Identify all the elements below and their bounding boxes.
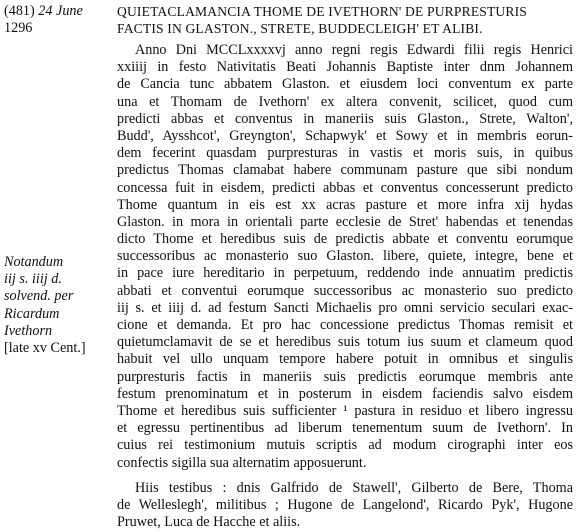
- witness-line: de Welleslegh', militibus ; Hugone de Langelond', Ricardo Pyk', Hugone: [117, 496, 573, 513]
- margin-note: [4, 254, 108, 357]
- body-line: predictus Thomas clamabat habere communam pasture que sibi nondum: [117, 162, 573, 179]
- body-line: concessa fuit in eisdem, predicti abbas et conventus concesserunt predicto: [117, 179, 573, 196]
- body-line: habuit vel ullo unquam tempore habere potuit in omnibus et singulis: [117, 351, 573, 368]
- entry-number-and-date: [4, 3, 83, 20]
- entry-date: 24 June: [38, 3, 83, 19]
- body-line: dem fecerint quasdam purpresturas in vastis et moris suis, in quibus: [117, 145, 573, 162]
- margin-note-line: Ivethorn: [4, 322, 53, 339]
- body-line: abbati et conventui eorumque successoribus ac monasterio suo predicto: [117, 282, 573, 299]
- body-line: in pace iure hereditario in perpetuum, reddendo inde annuatim predictis: [117, 265, 573, 282]
- entry-number: (481): [4, 3, 35, 19]
- body-line: quietumclamavit de se et heredibus suis totum ius suum et clameum quod: [117, 334, 573, 351]
- entry-header: [4, 3, 83, 37]
- title-line: QUIETACLAMANCIA THOME DE IVETHORN' DE PURPRESTURIS: [117, 4, 528, 19]
- body-line: iij s. et iiij d. ad festum Sancti Michaelis pro omni servicio seculari exac-: [117, 299, 573, 316]
- body-line: purpresturis factis in maneriis suis predictis eorumque membris ante: [117, 368, 573, 385]
- body-line: de Cancia tunc abbatem Glaston. et eiusdem loci conventum ex parte: [117, 76, 573, 93]
- body-line: Anno Dni MCCLxxxxvj anno regni regis Edwardi filii regis Henrici: [135, 42, 573, 58]
- body-line: dicto Thome et heredibus suis de predictis abbate et conventu eorumque: [117, 231, 573, 248]
- body-line: cuius rei testimonium mutuis scriptis ad modum cirographi inter eos: [117, 437, 573, 454]
- body-line: xxiiij in festo Nativitatis Beati Johannis Baptiste inter dnm Johannem: [117, 59, 573, 76]
- body-line: Glaston. in mora in orientali parte ecclesie de Stret' habendas et tenendas: [117, 213, 573, 230]
- document-title: [117, 3, 573, 37]
- witness-line: Hiis testibus : dnis Galfrido de Stawell', Gilberto de Bere, Thoma: [135, 479, 573, 496]
- margin-note-line: Ricardum: [4, 305, 60, 322]
- entry-year: 1296: [4, 20, 33, 36]
- body-line: cione et demanda. Et pro hac concessione predictus Thomas remisit et: [117, 317, 573, 333]
- witness-paragraph: [117, 480, 573, 531]
- body-line: una et Thomam de Ivethorn' ex altera convenit, scilicet, quod cum: [117, 93, 573, 110]
- margin-note-line: solvend. per: [4, 288, 74, 305]
- body-line: confectis sigilla sua alternatim apposuerunt.: [117, 454, 367, 471]
- body-line: et egressu pertinentibus ad liberum tenementum suum de Ivethorn'. In: [117, 420, 573, 437]
- witness-line: Pruwet, Luca de Hacche et aliis.: [117, 514, 301, 531]
- body-line: Thome quantum in eis est xx acras pasture et more infra xij hydas: [117, 196, 573, 213]
- margin-note-line: Notandum: [4, 254, 64, 270]
- body-line: predicti abbas et conventus in maneriis suis Glaston., Strete, Walton',: [117, 110, 573, 127]
- main-paragraph: [117, 42, 573, 472]
- margin-note-line: iij s. iiij d.: [4, 271, 62, 288]
- body-line: Thome et heredibus suis sufficienter ¹ pastura in residuo et libero ingressu: [117, 402, 573, 419]
- document-body: [117, 42, 573, 531]
- body-line: festum prenominatum et in posterum in eisdem faciendis salvo eisdem: [117, 385, 573, 402]
- title-line: FACTIS IN GLASTON., STRETE, BUDDECLEIGH' ET ALIBI.: [117, 21, 483, 36]
- body-line: Budd', Aysshcot', Greyngton', Schapwyk' et Sowy et in membris eorun-: [117, 127, 573, 144]
- margin-note-date: [late xv Cent.]: [4, 340, 86, 357]
- body-line: successoribus ac monasterio suo Glaston. libere, quiete, integre, bene et: [117, 248, 573, 265]
- paragraph-gap: [117, 472, 573, 480]
